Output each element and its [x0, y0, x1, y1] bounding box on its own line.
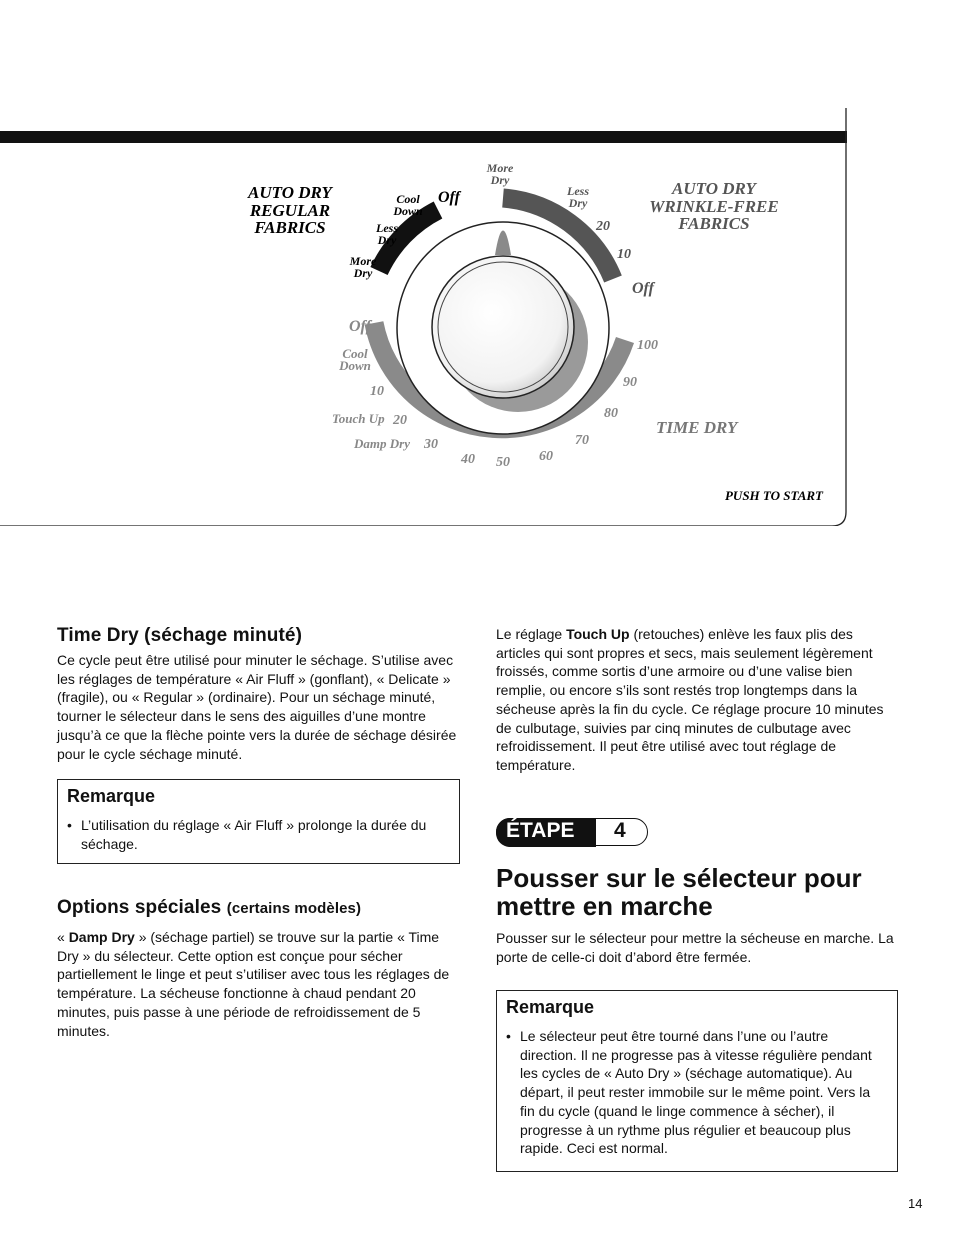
- wrinkle-less: Less: [567, 184, 589, 198]
- remarque-title-1: Remarque: [67, 786, 156, 806]
- regular-dry-2: Dry: [353, 266, 373, 280]
- options-subtitle: (certains modèles): [226, 900, 362, 917]
- options-section: [57, 897, 459, 1040]
- panel-top-bar: [0, 131, 847, 143]
- step-number: 4: [614, 819, 626, 842]
- auto-dry-regular-line2: REGULAR: [249, 201, 331, 220]
- regular-cool: Cool: [396, 192, 420, 206]
- time-20: 20: [393, 413, 407, 428]
- time-10: 10: [370, 384, 384, 399]
- step-badge: [496, 818, 648, 846]
- time-70: 70: [575, 433, 589, 448]
- time-touch-up: Touch Up: [332, 411, 385, 426]
- top-dry: Dry: [490, 173, 510, 187]
- remarque-box-2: [496, 990, 898, 1172]
- auto-dry-wrinkle-line1: AUTO DRY: [672, 179, 756, 198]
- time-50: 50: [496, 455, 510, 470]
- step-label: ÉTAPE: [506, 819, 575, 842]
- knob-center-button[interactable]: [432, 256, 574, 398]
- auto-dry-regular-line1: AUTO DRY: [248, 183, 332, 202]
- time-100: 100: [637, 338, 658, 353]
- time-dry-text: Ce cycle peut être utilisé pour minuter le séchage. S’utilise avec les réglages de température « Air Fluff » (gonflant), « Delicate » (fragile), ou « Regular » (ordinaire). Pour un séchage minuté, tourner le sélecteur dans le sens des aiguilles d’une montre jusqu’à ce que la flèche pointe vers la durée de séchage désirée pour le cycle séchage minuté.: [57, 652, 457, 762]
- regular-off: Off: [438, 189, 460, 206]
- step-text: Pousser sur le sélecteur pour mettre la sécheuse en marche. La porte de celle-ci doit d’abord être fermée.: [496, 930, 894, 965]
- wrinkle-10: 10: [617, 247, 631, 262]
- regular-more: More: [349, 254, 377, 268]
- time-down: Down: [339, 358, 371, 373]
- regular-dry: Dry: [377, 233, 397, 247]
- wrinkle-off: Off: [632, 280, 654, 297]
- step-title: Pousser sur le sélecteur pour mettre en marche: [496, 863, 862, 921]
- time-dry-section: [57, 625, 459, 763]
- wrinkle-dry: Dry: [568, 196, 588, 210]
- damp-dry-paragraph: « Damp Dry » (séchage partiel) se trouve sur la partie « Time Dry » du sélecteur. Cette option est conçue pour sécher partiellement le linge et peut s’utiliser avec tous les réglages de température. La sécheuse fonctionne à chaud pendant 20 minutes, puis passe à une période de refroidissement de 5 minutes.: [57, 929, 450, 1039]
- time-dry-title: Time Dry (séchage minuté): [57, 625, 303, 646]
- time-60: 60: [539, 449, 553, 464]
- auto-dry-regular-line3: FABRICS: [254, 218, 326, 237]
- time-cool: Cool: [342, 346, 368, 361]
- time-40: 40: [461, 452, 475, 467]
- touch-up-section: [496, 625, 900, 775]
- time-off: Off: [349, 318, 371, 335]
- damp-dry-bold: Damp Dry: [68, 929, 135, 945]
- dial-diagram: [0, 108, 847, 526]
- remarque-item-1: • L’utilisation du réglage « Air Fluff » prolonge la durée du séchage.: [67, 816, 450, 853]
- remarque-item-2: • Le sélecteur peut être tourné dans l’une ou l’autre direction. Il ne progresse pas à vitesse régulière pendant les cycles de « Auto Dry » (séchage automatique). Au départ, il peut rester immobile sur le même point. Vers la fin du cycle (quand le linge commence à sécher), il progresse à un rythme plus régulier et beaucoup plus rapide. Ceci est normal.: [506, 1027, 888, 1158]
- options-title: Options spéciales: [57, 897, 222, 918]
- time-90: 90: [623, 375, 637, 390]
- step-text-block: [496, 929, 900, 966]
- time-80: 80: [604, 406, 618, 421]
- time-30: 30: [424, 437, 438, 452]
- top-more: More: [486, 161, 514, 175]
- time-dry-heading: TIME DRY: [656, 418, 738, 437]
- regular-less: Less: [376, 221, 398, 235]
- remarque-box-1: [57, 779, 460, 864]
- remarque-title-2: Remarque: [506, 997, 595, 1017]
- push-to-start-label: PUSH TO START: [724, 488, 823, 503]
- regular-down: Down: [393, 204, 423, 218]
- wrinkle-20: 20: [596, 219, 610, 234]
- auto-dry-wrinkle-line2: WRINKLE-FREE: [649, 197, 779, 216]
- page-number: 14: [908, 1196, 923, 1211]
- auto-dry-wrinkle-line3: FABRICS: [678, 214, 750, 233]
- time-damp-dry: Damp Dry: [354, 436, 410, 451]
- touch-up-bold: Touch Up: [566, 626, 630, 642]
- control-panel-illustration: [0, 108, 847, 526]
- touch-up-paragraph: Le réglage Touch Up (retouches) enlève les faux plis des articles qui sont propres et secs, mais seulement légèrement froissés, comme sortis d’une armoire ou d’une valise bien remplie, ou encore s’ils sont restés trop longtemps dans la sécheuse après la fin du cycle. Ce réglage procure 10 minutes de culbutage, suivies par cinq minutes de culbutage avec refroidissement. Il peut être utilisé avec tout réglage de température.: [496, 626, 884, 773]
